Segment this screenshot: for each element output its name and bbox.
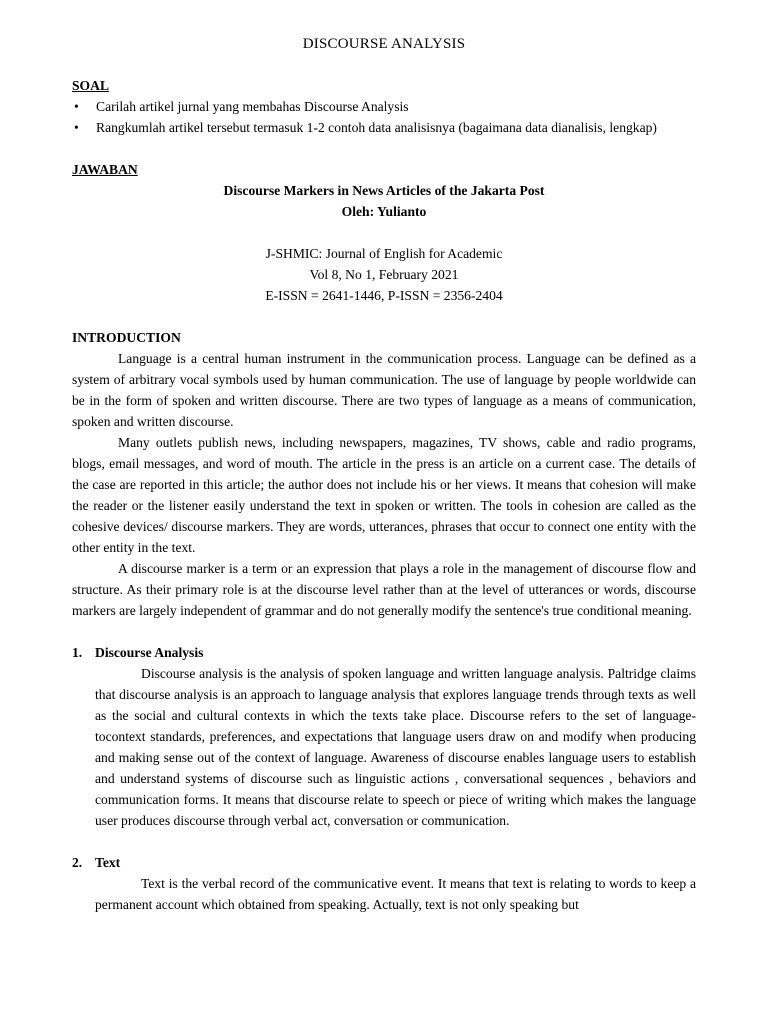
section-paragraph: Discourse analysis is the analysis of spoken language and written language analysis. Paltridge claims that discourse analysis is an approach to language analysis that explores language trends through texts as well as the social and cultural contexts in which the texts take place. Discourse refers to the set of language-tocontext standards, preferences, and expectations that language users draw on and modify when producing and making sense out of the context of language. Awareness of discourse enables language users to establish and understand systems of discourse such as linguistic actions , conversational sequences , behaviors and communication forms. It means that discourse relate to speech or piece of writing which makes the language user produces discourse through verbal act, conversation or communication. <box>95 666 696 828</box>
journal-volume: Vol 8, No 1, February 2021 <box>309 267 459 282</box>
soal-list <box>72 96 696 138</box>
soal-item <box>72 117 696 138</box>
introduction-paragraph: A discourse marker is a term or an expression that plays a role in the management of discourse flow and structure. As their primary role is at the discourse level rather than at the level of utterances or words, discourse markers are largely independent of grammar and do not generally modify the sentence's true conditional meaning. <box>72 561 696 618</box>
section-paragraph: Text is the verbal record of the communicative event. It means that text is relating to words to keep a permanent account which obtained from speaking. Actually, text is not only speaking but <box>95 876 696 912</box>
bullet-icon: • <box>74 120 79 135</box>
introduction-paragraph: Language is a central human instrument in the communication process. Language can be defined as a system of arbitrary vocal symbols used by human communication. The use of language by people worldwide can be in the form of spoken and written discourse. There are two types of language as a means of communication, spoken and written discourse. <box>72 351 696 429</box>
soal-item <box>72 96 696 117</box>
journal-name: J-SHMIC: Journal of English for Academic <box>265 246 503 261</box>
section-body <box>72 663 696 831</box>
section-title: Text <box>95 855 121 870</box>
article-title: Discourse Markers in News Articles of the Jakarta Post <box>223 183 545 198</box>
introduction-paragraph: Many outlets publish news, including newspapers, magazines, TV shows, cable and radio programs, blogs, email messages, and word of mouth. The article in the press is an article on a current case. The details of the case are reported in this article; the author does not include his or her views. It means that cohesion will make the reader or the listener easily understand the text in spoken or written. The tools in cohesion are called as the cohesive devices/ discourse markers. They are words, utterances, phrases that occur to connect one entity with the other entity in the text. <box>72 435 696 555</box>
soal-item-text: Rangkumlah artikel tersebut termasuk 1-2 contoh data analisisnya (bagaimana data dianalisis, lengkap) <box>96 120 657 135</box>
document-title: DISCOURSE ANALYSIS <box>302 36 466 52</box>
journal-issn: E-ISSN = 2641-1446, P-ISSN = 2356-2404 <box>265 288 503 303</box>
section-number: 2. <box>72 855 83 870</box>
section-number: 1. <box>72 645 83 660</box>
bullet-icon: • <box>74 99 79 114</box>
jawaban-heading: JAWABAN <box>72 162 138 177</box>
article-author: Oleh: Yulianto <box>341 204 427 219</box>
introduction-heading: INTRODUCTION <box>72 330 181 345</box>
soal-heading: SOAL <box>72 78 110 93</box>
section-body <box>72 873 696 915</box>
soal-item-text: Carilah artikel jurnal yang membahas Discourse Analysis <box>96 99 409 114</box>
section-heading <box>72 642 696 663</box>
section-title: Discourse Analysis <box>95 645 204 660</box>
section-heading <box>72 852 696 873</box>
